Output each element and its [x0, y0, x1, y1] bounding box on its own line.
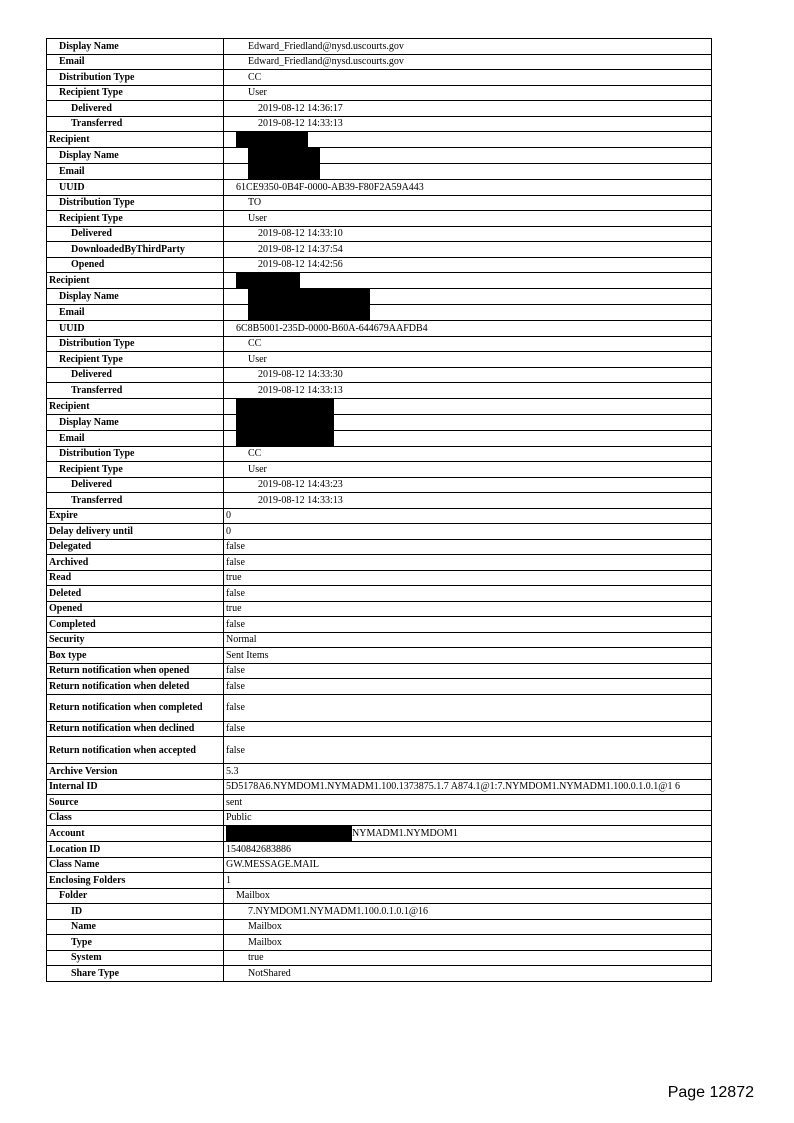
property-row: [47, 904, 712, 920]
property-value-text: false: [226, 556, 245, 568]
property-key: Type: [47, 935, 224, 951]
property-row: [47, 795, 712, 811]
property-key: Distribution Type: [47, 446, 224, 462]
property-value: [224, 101, 712, 117]
property-key: Display Name: [47, 414, 224, 430]
property-value: [224, 493, 712, 509]
property-value: [224, 873, 712, 889]
property-key: Display Name: [47, 148, 224, 164]
property-row: [47, 663, 712, 679]
property-row: [47, 289, 712, 305]
property-value-text: 2019-08-12 14:36:17: [258, 102, 343, 114]
property-value-text: 61CE9350-0B4F-0000-AB39-F80F2A59A443: [236, 181, 424, 193]
property-value-text: NYMADM1.NYMDOM1: [352, 827, 458, 839]
property-value-text: false: [226, 618, 245, 630]
property-value-text: true: [226, 603, 242, 615]
property-row: [47, 694, 712, 721]
property-value-text: Public: [226, 812, 252, 824]
property-value: [224, 336, 712, 352]
property-row: [47, 764, 712, 780]
property-value-text: Mailbox: [236, 890, 270, 902]
property-value-text: User: [248, 212, 267, 224]
property-key: Recipient: [47, 398, 224, 414]
property-value-text: User: [248, 463, 267, 475]
property-row: [47, 195, 712, 211]
property-value-text: 5.3: [226, 765, 239, 777]
property-key: Email: [47, 305, 224, 321]
property-row: [47, 477, 712, 493]
property-row: [47, 508, 712, 524]
property-value: [224, 242, 712, 258]
property-value: [224, 180, 712, 196]
property-value-text: Mailbox: [248, 936, 282, 948]
property-key: Delay delivery until: [47, 524, 224, 540]
property-row: [47, 226, 712, 242]
property-key: Delivered: [47, 226, 224, 242]
property-row: [47, 164, 712, 180]
property-value-text: 5D5178A6.NYMDOM1.NYMADM1.100.1373875.1.7 A874.1@1:7.NYMDOM1.NYMADM1.100.0.1.0.1@1 6: [226, 781, 680, 793]
property-value: [224, 70, 712, 86]
property-value: [224, 826, 712, 842]
property-row: [47, 493, 712, 509]
property-row: [47, 632, 712, 648]
property-row: [47, 85, 712, 101]
property-value-text: 2019-08-12 14:33:13: [258, 118, 343, 130]
property-value-text: 1: [226, 874, 231, 886]
redaction-bar: [236, 132, 308, 147]
property-value-text: Sent Items: [226, 649, 269, 661]
property-row: [47, 39, 712, 55]
property-value: [224, 430, 712, 446]
property-value-text: 0: [226, 510, 231, 522]
property-value-text: 2019-08-12 14:42:56: [258, 259, 343, 271]
property-value-text: GW.MESSAGE.MAIL: [226, 859, 319, 871]
property-value: [224, 524, 712, 540]
property-key: Display Name: [47, 39, 224, 55]
property-row: [47, 462, 712, 478]
property-key: Recipient: [47, 273, 224, 289]
property-key: Recipient Type: [47, 462, 224, 478]
property-value-text: User: [248, 353, 267, 365]
property-key: Name: [47, 919, 224, 935]
property-row: [47, 966, 712, 982]
property-value-text: Mailbox: [248, 921, 282, 933]
property-value: [224, 648, 712, 664]
property-value: [224, 321, 712, 337]
property-value-text: User: [248, 87, 267, 99]
property-value-text: Edward_Friedland@nysd.uscourts.gov: [248, 56, 404, 68]
property-value-text: false: [226, 744, 245, 756]
property-value: [224, 919, 712, 935]
property-value: [224, 663, 712, 679]
property-key: Location ID: [47, 842, 224, 858]
property-key: Return notification when declined: [47, 721, 224, 737]
redaction-bar: [226, 826, 352, 841]
property-value-text: 2019-08-12 14:33:30: [258, 369, 343, 381]
property-value: [224, 679, 712, 695]
property-key: Recipient Type: [47, 352, 224, 368]
property-value: [224, 764, 712, 780]
property-row: [47, 398, 712, 414]
property-key: Read: [47, 570, 224, 586]
property-value: [224, 842, 712, 858]
property-value: [224, 54, 712, 70]
property-row: [47, 132, 712, 148]
property-row: [47, 617, 712, 633]
property-key: Share Type: [47, 966, 224, 982]
property-row: [47, 305, 712, 321]
property-row: [47, 919, 712, 935]
property-row: [47, 336, 712, 352]
property-key: Opened: [47, 257, 224, 273]
property-key: Box type: [47, 648, 224, 664]
property-row: [47, 430, 712, 446]
property-value-text: false: [226, 723, 245, 735]
property-row: [47, 321, 712, 337]
property-key: Delivered: [47, 101, 224, 117]
property-key: ID: [47, 904, 224, 920]
property-row: [47, 935, 712, 951]
property-key: Completed: [47, 617, 224, 633]
property-key: Email: [47, 430, 224, 446]
property-value: [224, 477, 712, 493]
property-key: Return notification when deleted: [47, 679, 224, 695]
property-row: [47, 273, 712, 289]
property-key: Class: [47, 810, 224, 826]
redaction-bar: [236, 415, 334, 430]
property-value: [224, 539, 712, 555]
property-key: Enclosing Folders: [47, 873, 224, 889]
property-value: [224, 508, 712, 524]
property-key: Display Name: [47, 289, 224, 305]
property-value-text: Edward_Friedland@nysd.uscourts.gov: [248, 40, 404, 52]
property-value: [224, 904, 712, 920]
property-value-text: true: [248, 952, 264, 964]
property-value: [224, 586, 712, 602]
property-value: [224, 721, 712, 737]
property-row: [47, 116, 712, 132]
property-value: [224, 462, 712, 478]
property-key: Security: [47, 632, 224, 648]
property-value-text: 6C8B5001-235D-0000-B60A-644679AAFDB4: [236, 322, 428, 334]
property-value-text: 2019-08-12 14:33:10: [258, 228, 343, 240]
property-value-text: Normal: [226, 634, 257, 646]
property-row: [47, 679, 712, 695]
property-value-text: false: [226, 702, 245, 713]
properties-table: [46, 38, 712, 982]
property-row: [47, 539, 712, 555]
property-key: Return notification when completed: [47, 694, 224, 721]
property-key: UUID: [47, 180, 224, 196]
property-value: [224, 888, 712, 904]
property-value-text: sent: [226, 796, 243, 808]
property-key: Return notification when opened: [47, 663, 224, 679]
property-key: Transferred: [47, 116, 224, 132]
property-value: [224, 398, 712, 414]
property-value-text: 2019-08-12 14:33:13: [258, 384, 343, 396]
property-row: [47, 383, 712, 399]
property-key: Account: [47, 826, 224, 842]
property-row: [47, 826, 712, 842]
property-row: [47, 857, 712, 873]
property-row: [47, 555, 712, 571]
property-value-text: false: [226, 541, 245, 553]
redaction-bar: [248, 164, 320, 179]
property-value: [224, 148, 712, 164]
property-row: [47, 242, 712, 258]
property-value-text: 2019-08-12 14:33:13: [258, 494, 343, 506]
property-key: Deleted: [47, 586, 224, 602]
property-row: [47, 873, 712, 889]
property-key: Distribution Type: [47, 70, 224, 86]
property-row: [47, 524, 712, 540]
property-key: Email: [47, 54, 224, 70]
property-value: [224, 810, 712, 826]
property-key: Transferred: [47, 383, 224, 399]
property-value-text: TO: [248, 197, 262, 209]
property-value-text: true: [226, 572, 242, 584]
property-value-text: 7.NYMDOM1.NYMADM1.100.0.1.0.1@16: [248, 905, 429, 917]
property-value-text: CC: [248, 338, 262, 350]
property-value: [224, 273, 712, 289]
property-row: [47, 180, 712, 196]
property-row: [47, 70, 712, 86]
property-value: [224, 289, 712, 305]
property-value-text: NotShared: [248, 967, 291, 979]
property-key: Opened: [47, 601, 224, 617]
property-value: [224, 779, 712, 795]
property-value: [224, 226, 712, 242]
property-value: [224, 39, 712, 55]
property-value-text: 1540842683886: [226, 843, 291, 855]
property-value: [224, 601, 712, 617]
property-key: Recipient Type: [47, 85, 224, 101]
property-row: [47, 257, 712, 273]
property-row: [47, 601, 712, 617]
redaction-bar: [236, 431, 334, 446]
property-row: [47, 810, 712, 826]
property-value: [224, 617, 712, 633]
property-value: [224, 257, 712, 273]
property-row: [47, 737, 712, 764]
property-value: [224, 132, 712, 148]
redaction-bar: [248, 289, 370, 304]
property-row: [47, 570, 712, 586]
property-row: [47, 721, 712, 737]
property-row: [47, 211, 712, 227]
property-key: Distribution Type: [47, 195, 224, 211]
property-key: Folder: [47, 888, 224, 904]
property-value: [224, 164, 712, 180]
property-value-text: false: [226, 665, 245, 677]
property-row: [47, 648, 712, 664]
property-value: [224, 795, 712, 811]
property-value-text: false: [226, 587, 245, 599]
property-key: Archive Version: [47, 764, 224, 780]
property-key: Transferred: [47, 493, 224, 509]
property-value-text: 2019-08-12 14:37:54: [258, 243, 343, 255]
property-key: Delivered: [47, 477, 224, 493]
property-row: [47, 842, 712, 858]
property-key: Recipient: [47, 132, 224, 148]
property-key: Distribution Type: [47, 336, 224, 352]
property-value: [224, 85, 712, 101]
property-value-text: 0: [226, 525, 231, 537]
property-value: [224, 632, 712, 648]
property-value: [224, 857, 712, 873]
property-key: Return notification when accepted: [47, 737, 224, 764]
property-value: [224, 116, 712, 132]
property-value-text: 2019-08-12 14:43:23: [258, 479, 343, 491]
redaction-bar: [248, 148, 320, 163]
property-row: [47, 586, 712, 602]
property-row: [47, 352, 712, 368]
property-key: Delegated: [47, 539, 224, 555]
property-row: [47, 54, 712, 70]
property-value-text: CC: [248, 71, 262, 83]
property-value: [224, 383, 712, 399]
property-value: [224, 446, 712, 462]
property-value: [224, 555, 712, 571]
property-key: Recipient Type: [47, 211, 224, 227]
property-key: Internal ID: [47, 779, 224, 795]
property-key: Class Name: [47, 857, 224, 873]
redaction-bar: [236, 399, 334, 414]
property-row: [47, 101, 712, 117]
property-key: System: [47, 950, 224, 966]
property-value: [224, 367, 712, 383]
property-value: [224, 305, 712, 321]
property-row: [47, 779, 712, 795]
property-row: [47, 950, 712, 966]
property-value: [224, 570, 712, 586]
property-value-text: false: [226, 680, 245, 692]
property-row: [47, 888, 712, 904]
property-row: [47, 367, 712, 383]
property-value: [224, 414, 712, 430]
properties-table-body: [47, 39, 712, 982]
redaction-bar: [248, 305, 370, 320]
property-row: [47, 446, 712, 462]
property-value-text: CC: [248, 448, 262, 460]
property-value: [224, 737, 712, 764]
property-value: [224, 966, 712, 982]
property-value: [224, 950, 712, 966]
property-key: Archived: [47, 555, 224, 571]
property-value: [224, 935, 712, 951]
property-row: [47, 148, 712, 164]
property-key: Delivered: [47, 367, 224, 383]
property-value: [224, 195, 712, 211]
property-key: UUID: [47, 321, 224, 337]
redaction-bar: [236, 273, 300, 288]
property-value: [224, 211, 712, 227]
property-key: Expire: [47, 508, 224, 524]
property-value: [224, 352, 712, 368]
property-key: Email: [47, 164, 224, 180]
property-value: [224, 694, 712, 721]
property-key: DownloadedByThirdParty: [47, 242, 224, 258]
property-key: Source: [47, 795, 224, 811]
property-row: [47, 414, 712, 430]
page-number: Page 12872: [667, 1084, 754, 1101]
